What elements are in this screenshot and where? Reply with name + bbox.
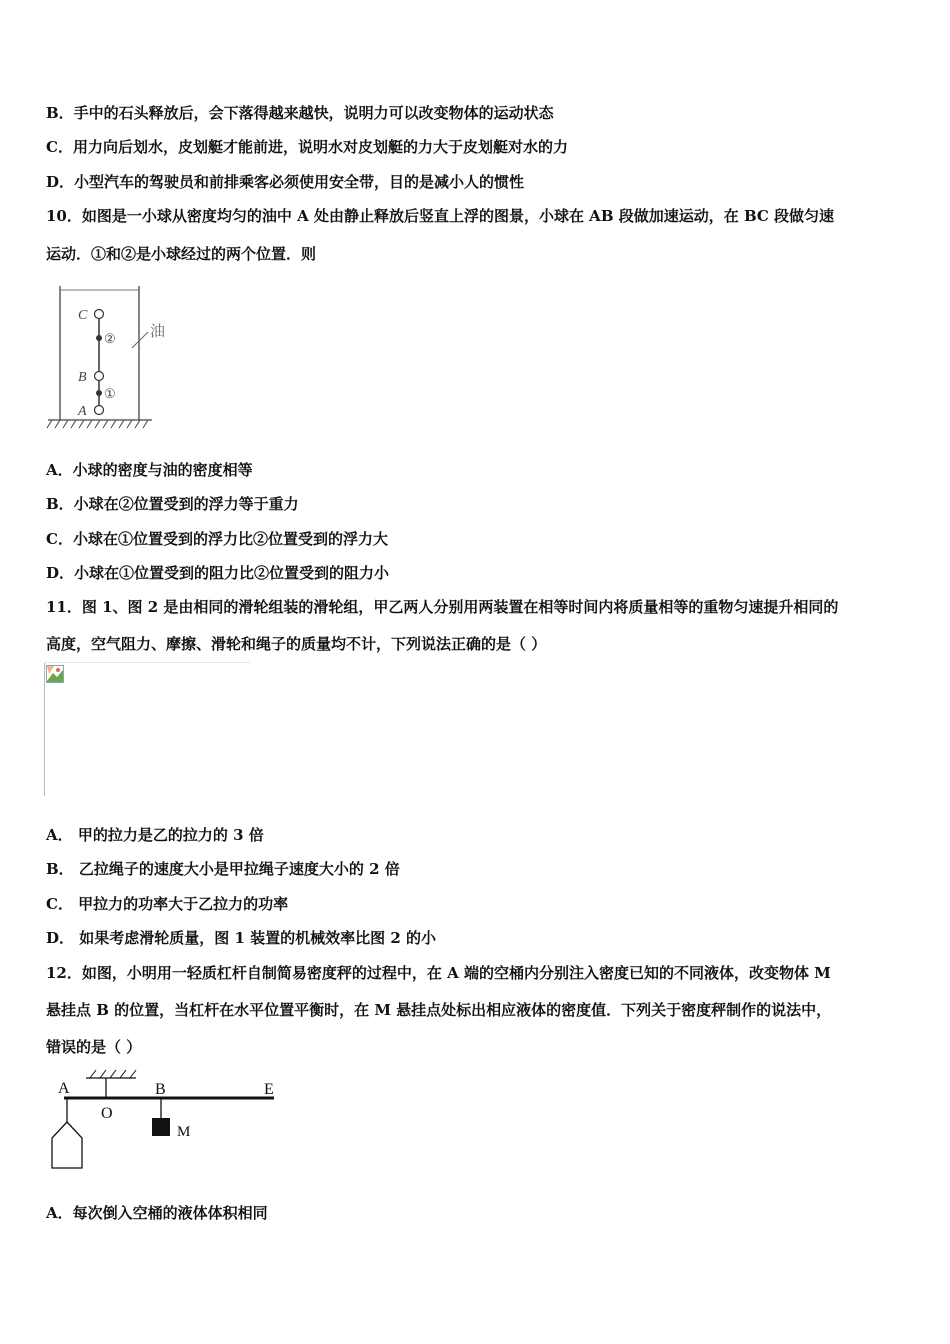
q10-option-a: A．小球的密度与油的密度相等 — [46, 461, 253, 479]
point-a-circle — [95, 406, 104, 415]
q11-option-a: A． 甲的拉力是乙的拉力的 3 倍 — [46, 826, 264, 844]
point-b-circle — [95, 372, 104, 381]
q9-option-b: B．手中的石头释放后，会下落得越来越快，说明力可以改变物体的运动状态 — [46, 104, 554, 122]
q10-stem-line1: 10．如图是一小球从密度均匀的油中 A 处由静止释放后竖直上浮的图景，小球在 AB 段做加速运动，在 BC 段做匀速 — [46, 207, 835, 225]
q11-option-c: C． 甲拉力的功率大于乙拉力的功率 — [46, 895, 289, 913]
q10-oil-container-figure — [44, 280, 184, 440]
label-b: B — [78, 370, 87, 385]
q11-stem-line2: 高度，空气阻力、摩擦、滑轮和绳子的质量均不计，下列说法正确的是（ ） — [46, 635, 547, 653]
label-e: E — [264, 1081, 274, 1098]
q9-option-c: C．用力向后划水，皮划艇才能前进，说明水对皮划艇的力大于皮划艇对水的力 — [46, 138, 568, 156]
q10-option-d: D．小球在①位置受到的阻力比②位置受到的阻力小 — [46, 564, 390, 582]
label-oil: 油 — [150, 324, 166, 340]
q11-option-b: B． 乙拉绳子的速度大小是甲拉绳子速度大小的 2 倍 — [46, 860, 400, 878]
label-c: C — [78, 308, 88, 323]
weight-m — [152, 1118, 170, 1136]
q11-stem-line1: 11．图 1、图 2 是由相同的滑轮组装的滑轮组，甲乙两人分别用两装置在相等时间内将质量相等的重物匀速提升相同的 — [46, 598, 839, 616]
label-position-2: ② — [104, 331, 116, 346]
label-a: A — [78, 404, 87, 419]
q12-lever-figure — [44, 1066, 294, 1176]
q12-option-a: A．每次倒入空桶的液体体积相同 — [46, 1204, 268, 1222]
ceiling-support-hatching — [86, 1070, 136, 1078]
q10-option-c: C．小球在①位置受到的浮力比②位置受到的浮力大 — [46, 530, 388, 548]
position-1-dot — [96, 390, 102, 396]
oil-pointer-line — [132, 332, 148, 348]
label-m: M — [177, 1124, 191, 1140]
position-2-dot — [96, 335, 102, 341]
q9-option-d: D．小型汽车的驾驶员和前排乘客必须使用安全带，目的是减小人的惯性 — [46, 173, 525, 191]
ground-hatching — [47, 420, 152, 428]
label-a: A — [58, 1080, 70, 1097]
broken-image-icon — [46, 665, 64, 683]
label-position-1: ① — [104, 386, 116, 401]
q10-option-b: B．小球在②位置受到的浮力等于重力 — [46, 495, 299, 513]
point-c-circle — [95, 310, 104, 319]
q11-broken-image-placeholder — [44, 662, 250, 796]
q12-stem-line3: 错误的是（ ） — [46, 1038, 142, 1056]
q10-stem-line2: 运动．①和②是小球经过的两个位置．则 — [46, 245, 317, 263]
label-o: O — [101, 1105, 113, 1122]
empty-bucket — [52, 1122, 82, 1168]
q12-stem-line2: 悬挂点 B 的位置，当杠杆在水平位置平衡时，在 M 悬挂点处标出相应液体的密度值．下列关于密度秤制作的说法中， — [46, 1001, 832, 1019]
q11-option-d: D． 如果考虑滑轮质量，图 1 装置的机械效率比图 2 的小 — [46, 929, 436, 947]
q12-stem-line1: 12．如图，小明用一轻质杠杆自制简易密度秤的过程中，在 A 端的空桶内分别注入密度已知的不同液体，改变物体 M — [46, 964, 831, 982]
label-b: B — [155, 1081, 166, 1098]
